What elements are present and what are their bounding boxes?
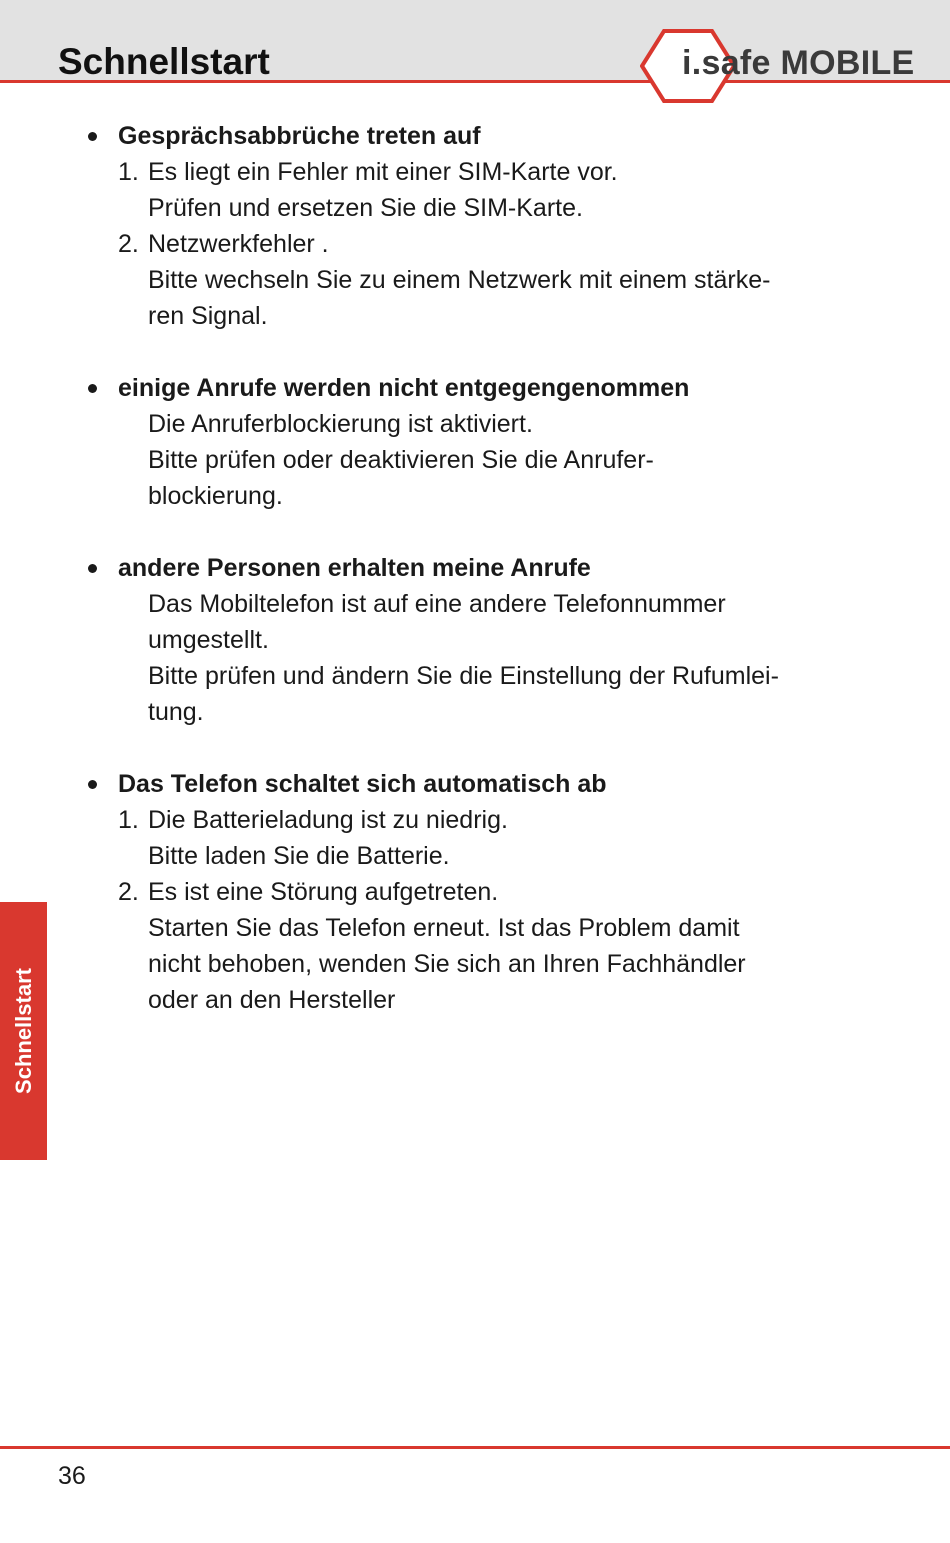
- item-number: 1.: [118, 158, 139, 186]
- section-auto-shutdown: [84, 766, 844, 1018]
- item-line: Das Mobiltelefon ist auf eine andere Telefonnummer: [148, 590, 726, 618]
- section-title: andere Personen erhalten meine Anrufe: [84, 550, 844, 586]
- item-line: Bitte prüfen und ändern Sie die Einstellung der Rufumlei-: [148, 662, 779, 690]
- item-line: Es liegt ein Fehler mit einer SIM-Karte vor.: [148, 158, 618, 186]
- page-title: Schnellstart: [58, 41, 270, 82]
- footer-divider: [0, 1446, 950, 1449]
- item-line: Bitte laden Sie die Batterie.: [148, 842, 450, 870]
- section-calls-not-received: [84, 370, 844, 514]
- page-number: 36: [58, 1462, 86, 1490]
- list-item: [84, 874, 844, 1018]
- list-item: [84, 802, 844, 874]
- troubleshooting-content: [84, 118, 844, 1054]
- list-item: [84, 226, 844, 334]
- brand-logo: [640, 28, 930, 104]
- item-line: Bitte prüfen oder deaktivieren Sie die Anrufer-: [148, 446, 654, 474]
- section-title: Das Telefon schaltet sich automatisch ab: [84, 766, 844, 802]
- item-line: Die Batterieladung ist zu niedrig.: [148, 806, 508, 834]
- chapter-side-tab: [0, 902, 47, 1160]
- section-call-drops: [84, 118, 844, 334]
- list-item: [84, 586, 844, 730]
- item-line: Starten Sie das Telefon erneut. Ist das Problem damit: [148, 914, 740, 942]
- item-line: Bitte wechseln Sie zu einem Netzwerk mit einem stärke-: [148, 266, 771, 294]
- item-number: 2.: [118, 878, 139, 906]
- logo-text: i.safe MOBILE: [682, 44, 915, 82]
- item-line: Netzwerkfehler .: [148, 230, 329, 258]
- item-line: ren Signal.: [148, 302, 268, 330]
- bullet-icon: [88, 132, 97, 141]
- section-title: Gesprächsabbrüche treten auf: [84, 118, 844, 154]
- list-item: [84, 406, 844, 514]
- item-line: nicht behoben, wenden Sie sich an Ihren Fachhändler: [148, 950, 746, 978]
- item-number: 1.: [118, 806, 139, 834]
- item-line: blockierung.: [148, 482, 283, 510]
- item-line: Die Anruferblockierung ist aktiviert.: [148, 410, 533, 438]
- item-line: tung.: [148, 698, 204, 726]
- bullet-icon: [88, 780, 97, 789]
- section-title: einige Anrufe werden nicht entgegengenommen: [84, 370, 844, 406]
- item-line: Prüfen und ersetzen Sie die SIM-Karte.: [148, 194, 583, 222]
- item-number: 2.: [118, 230, 139, 258]
- item-line: umgestellt.: [148, 626, 269, 654]
- section-calls-forwarded: [84, 550, 844, 730]
- side-tab-label: Schnellstart: [10, 968, 36, 1094]
- bullet-icon: [88, 384, 97, 393]
- item-line: Es ist eine Störung aufgetreten.: [148, 878, 499, 906]
- item-line: oder an den Hersteller: [148, 986, 396, 1014]
- bullet-icon: [88, 564, 97, 573]
- list-item: [84, 154, 844, 226]
